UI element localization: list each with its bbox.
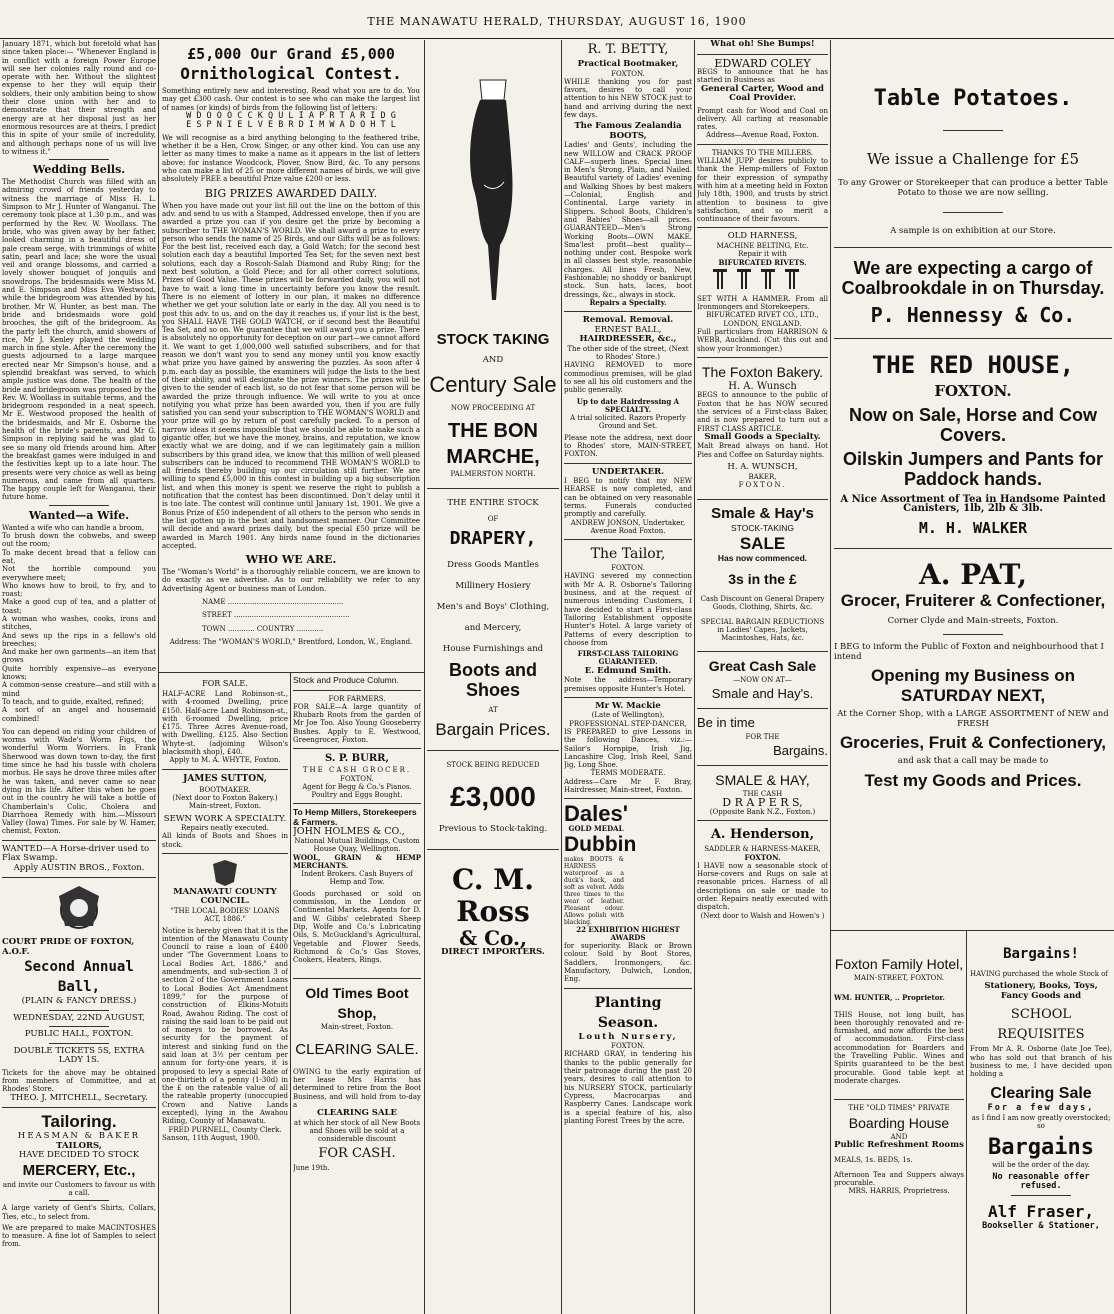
clearing-sale-title: Clearing Sale: [990, 1085, 1092, 1103]
opening-business: Opening my Business on SATURDAY NEXT,: [870, 666, 1076, 705]
previous-stocktaking: Previous to Stock-taking.: [438, 824, 548, 835]
tailoring-decided: HAVE DECIDED TO STOCK: [18, 1150, 140, 1161]
column-4: [427, 40, 559, 1312]
entry-form: NAME .................................................... STREET .................................................... TOWN ............ COUNTRY ............: [202, 598, 350, 633]
clearing-date: June 19th.: [293, 1163, 330, 1172]
smale-hays: Smale and Hay's.: [711, 685, 814, 701]
bargains-title: Bargains!: [1003, 946, 1079, 962]
mackie-trade: PROFESSIONAL STEP-DANCER,: [569, 719, 687, 728]
louth-title: Louth Nursery,: [578, 1031, 678, 1042]
tailoring-title: Tailoring.: [41, 1112, 117, 1132]
ask-call: and ask that a call may be made to: [897, 756, 1049, 766]
bakery-text: BEGS to announce to the public of Foxton that he has NOW secured the services of a First-class Baker, and is now prepared to turn out a FIRST CLASS ARTICLE.: [697, 391, 828, 433]
court-title: COURT PRIDE OF FOXTON, A.O.F.: [2, 937, 135, 957]
stock-reduced: STOCK BEING REDUCED: [446, 761, 540, 770]
bargains-label: Bargains.: [773, 743, 828, 759]
prizes-heading: BIG PRIZES AWARDED DAILY.: [204, 186, 378, 200]
who-text: The "Woman's World" is a thoroughly reliable concern, we are known to do exactly as we advertise. As to our reliability we refer to any Advertising Agent or business man of London.: [162, 568, 420, 593]
boots-shoes: Boots and Shoes: [449, 659, 537, 700]
wedding-article: The Methodist Church was filled with an admiring crowd of friends yesterday to witness the marriage of Miss H. L. Simpson to Mr J. Hunter of Wanganui. The ceremony took place at 1.30 p.m., and was performed by the Rev. W. Woollass. The bride, who was given away by her father, looked charming in a beautiful dress of pale cream serge, with trimmings of white satin, pearl and lace; she wore the usual veil and orange blossoms, and carried a lovely shower bouquet of jonquils and snowdrops. The bridesmaids were Miss M. and E. Simpson and Miss Eva Westwood, while the bridegroom was attended by his brother, Mr W. Hunter, as best man. The bride and bridesmaids wore gold brooches, the gift of the bridegroom. As the party left the church, amid showers of rice, Mr J. Kenley played the wedding march in fine style. After the ceremony the guests adjourned to a large marquee erected near Mr Simpson's house, and a splendid breakfast was served, to which ample justice was done. The health of the bride and bridegroom was proposed by the Rev. W. Woollass in suitable terms, and the bridegroom responded in a neat speech. Mr E. Westwood proposed the health of the bridesmaids, and Mr E. Osborne the health of the bride's parents, and Mr G. Simpson in replying said he was glad to see so many old friends around him. After the breakfast games were indulged in and the festivities kept up to a late hour. The presents were very choice as well as being numerous, and came from all quarters. The happy couple left for Wanganui, their future home.: [2, 178, 156, 502]
repairs-specialty: Repairs a Specialty.: [589, 297, 667, 307]
poem-line: A common-sense creature—and still with a mind: [2, 681, 156, 698]
column-7-lower-left: [834, 934, 964, 1312]
poem-line: To teach, and to guide, exalted, refined;: [2, 697, 144, 706]
dales-dubbin-ad: [564, 803, 692, 925]
school-text: From Mr A. R. Osborne (late Joe Tee), who has sold out that branch of his business to me, I have decided upon holding a: [970, 1045, 1112, 1079]
bargain-prices: Bargain Prices.: [435, 720, 551, 740]
harris-proprietress: MRS. HARRIS, Proprietress.: [848, 1187, 950, 1196]
clearing-text: OWING to the early expiration of her lease Mrs Harris has determined to retire from the Boot Business, and will hold from to-day a: [293, 1067, 421, 1109]
burr-name: S. P. BURR,: [325, 753, 389, 765]
sutton-address: (Next door to Foxton Bakery.) Main-street, Foxton.: [172, 793, 278, 811]
bread-text: Malt Bread always on hand. Hot Pies and Coffee on Saturday nights.: [697, 442, 828, 459]
dales-side-text: makes BOOTS & HARNESS waterproof as a duck's back, and soft as velvet. Adds three times to the wear of leather. Pleasant odour. Allows polish with blacking.: [564, 855, 624, 926]
wunsch-caps: H. A. WUNSCH,: [727, 462, 798, 472]
sutton-name: JAMES SUTTON,: [183, 773, 267, 784]
tailor-name: E. Edmund Smith.: [584, 665, 672, 676]
zealandia-text: Ladies' and Gents', including the new WILLOW and CRACK PROOF CALF—superb lines. Special lines in Men's Strong, Plain, and Nailed. Beautiful variety of Ladies' evening and Walking Shoes by best makers—Colonial, English and Continental. Large variety in Slippers. School Boots, Children's and Babies' Shoes—all prices. GUARANTEED—Men's Strong Working Boots—OWN MAKE. Sma'lest profit—best quality—nothing under cost. Bespoke work in all classes best style, reasonable charges. All lines Fresh, New, Fashionable; no shoddy or bankrupt stock. Sun hats, laces, boot dressings, &c., always in stock.: [564, 141, 692, 299]
clearing-detail: at which her stock of all New Boots and Shoes will be sold at a considerable discount: [293, 1118, 421, 1144]
court-emblem-icon: [49, 882, 109, 938]
ball-name: ERNEST BALL,: [594, 324, 662, 335]
mackie-address: Address—Care Mr F. Bray, Hairdresser, Main-street, Foxton.: [564, 777, 692, 794]
form-name-label: NAME: [202, 598, 226, 607]
gold-medal: GOLD MEDAL: [568, 824, 624, 834]
council-act: "THE LOCAL BODIES' LOANS ACT, 1886.": [170, 906, 280, 924]
poem-line: To make decent bread that a fellow can eat,: [2, 548, 156, 565]
pointing-hand-icon: [458, 70, 528, 320]
refreshment-rooms: Public Refreshment Rooms: [834, 1139, 964, 1150]
council-title: MANAWATU COUNTY COUNCIL.: [173, 886, 277, 907]
harness-sub: MACHINE BELTING, Etc.: [716, 241, 809, 250]
reduction-amount: £3,000: [450, 781, 536, 813]
afternoon-teas: Afternoon Tea and Suppers always procurable.: [834, 1170, 964, 1187]
bon-marche: THE BON MARCHE,: [446, 419, 540, 468]
groceries-fruit: Groceries, Fruit & Confectionery,: [839, 733, 1107, 752]
ross-co: & Co.,: [459, 925, 527, 950]
contest-intro: Something entirely new and interesting. Read what you are to do. You may get £300 cash. Our contest is to see who can make the largest list of names (or kinds) of birds from the following list of letters:: [162, 87, 420, 112]
masthead: THE MANAWATU HERALD, THURSDAY, AUGUST 16, 1900: [0, 0, 1114, 39]
holmes-text: Goods purchased or sold on commission, in the London or Continental Markets. Agents for D. and W. Gibbs' celebrated Sheep Dip, Wolfe and Co.'s Lubricating Oils, S. McGuckland's Agricultural, Vegetable and Flower Seeds, Richmond & Co.'s Gas Stoves, Cookers, Heaters, Rings.: [293, 889, 421, 965]
drapers: D R A P E R S,: [722, 796, 803, 810]
henderson-text: I HAVE now a seasonable stock of Horse-covers and Rugs on sale at reasonable prices. Harness of all descriptions on sale or made to order. Repairs neatly executed with dispatch.: [697, 861, 828, 912]
clearing-title: CLEARING SALE.: [295, 1040, 419, 1058]
coley-text: BEGS to announce that he has started in Business as: [697, 68, 828, 85]
discount-text: Cash Discount on General Drapery Goods, Clothing, Shirts, &c.: [700, 595, 825, 612]
form-country-label: COUNTRY: [256, 624, 295, 633]
horse-wanted: WANTED—A Horse-driver used to Flax Swamp.: [2, 843, 150, 864]
smale-title: Smale & Hay's: [711, 505, 814, 523]
betty-trade: Practical Bootmaker,: [577, 59, 679, 69]
column-rule: [561, 40, 562, 1314]
zealandia-title: The Famous Zealandia BOOTS,: [574, 121, 682, 141]
dales-title: Dales': [564, 803, 628, 827]
rivets-note: Full particulars from HARRISON & WEBB, Auckland. (Cut this out and show your Ironmonger.): [697, 328, 828, 353]
planting-title: Planting Season.: [594, 994, 662, 1031]
now-on: —NOW ON AT—: [733, 675, 792, 684]
hotel-address: MAIN-STREET, FOXTON.: [853, 974, 945, 982]
column-5: [564, 40, 692, 1312]
rivets-icon: [697, 267, 825, 291]
ball-sign: THEO. J. MITCHELL, Secretary.: [10, 1092, 148, 1103]
hotel-proprietor: WM. HUNTER, .. Proprietor.: [834, 993, 945, 1003]
henderson-name: A. Henderson,: [710, 827, 815, 843]
for-the: FOR THE: [745, 732, 780, 741]
contest-title: £5,000 Our Grand £5,000: [187, 45, 395, 63]
mackie-terms: TERMS MODERATE.: [590, 769, 666, 778]
sutton-repairs: Repairs neatly executed.: [181, 824, 269, 833]
betty-text: WHILE thanking you for past favors, desires to call your attention to his NEW STOCK just to hand and arriving during the next few days.: [564, 77, 692, 119]
expecting-cargo: We are expecting a cargo of Coalbrookdale in on Thursday.: [841, 257, 1105, 298]
undertaker-text: I BEG to notify that my NEW HEARSE is now completed, and can be obtained on very reasonable terms. Funerals conducted promptly and carefully.: [564, 477, 692, 519]
column-rule: [830, 40, 831, 1314]
ross-name: C. M. Ross: [451, 862, 535, 928]
coley-address: Address—Avenue Road, Foxton.: [706, 131, 819, 140]
ball-trade: HAIRDRESSER, &c.,: [579, 334, 677, 345]
holmes-address: National Mutual Buildings, Custom House Quay, Wellington.: [294, 836, 420, 854]
having-purchased: HAVING purchased the whole Stock of: [970, 970, 1108, 978]
column-rule: [424, 40, 425, 1314]
now-proceeding: NOW PROCEEDING AT: [450, 403, 536, 412]
sale-label: SALE: [739, 533, 786, 553]
mackie-text: IS PREPARED to give Lessons in the following Dances, viz.:— Sailor's Hornpipe, Irish Jig, Lancashire Clog, Irish Reel, Sand Jig, Long Shoe.: [564, 727, 692, 770]
ball-text: HAVING REMOVED to more commodious premises, will be glad to see all his old customers and the public generally.: [564, 361, 692, 395]
drapery-item: House Furnishings and: [442, 643, 544, 654]
tailor-place: FOXTON.: [611, 564, 645, 573]
rivets-text: SET WITH A HAMMER. From all Ironmongers and Storekeepers.: [697, 294, 828, 312]
poem-line: A sort of an angel and housemaid combined!: [2, 706, 156, 723]
council-sign: FRED PURNELL, County Clerk.: [168, 1125, 282, 1134]
letters-row-1: W D O O O C C K Q U L I A P R T A R I D G: [186, 110, 396, 121]
burr-agent: Agent for Begg & Co.'s Pianos. Poultry and Eggs Bought.: [302, 782, 412, 800]
ball-title: Second Annual Ball,: [24, 959, 134, 996]
louth-place: FOXTON.: [611, 1042, 645, 1051]
forsale-heading: FOR SALE.: [202, 679, 248, 688]
red-house-place: FOXTON.: [934, 381, 1012, 400]
column-7-lower-right: [970, 934, 1112, 1312]
contest-text: We will recognise as a bird anything belonging to the feathered tribe, whether it be a Hen, Crow, Singer, or any other kind. You can use any letter as many times to make a name as it appears in the list of letters above; for instance Woodcock, Plover, Snow Bird, &c. To any persons who can make a list of 25 or more different names of birds, we will give absolutely FREE a beautiful Prize value £200 or less.: [162, 133, 420, 184]
hotel-text: THIS House, not long built, has been thoroughly renovated and re-furnished, and now affords the best of accommodation. First-class accommodation for Boarders and the Travelling Public. Wines and Spirits guaranteed to be the best procurable. Good table kept at moderate charges.: [834, 1010, 964, 1085]
drapery-item: Dress Goods Mantles: [447, 559, 539, 570]
drapery-item: Millinery Hosiery: [455, 580, 531, 591]
test-goods: Test my Goods and Prices.: [864, 770, 1082, 790]
order-of-day: will be the order of the day.: [992, 1160, 1090, 1169]
meals-beds: MEALS, 1s. BEDS, 1s.: [834, 1156, 913, 1165]
boarding-old-times: THE "OLD TIMES" PRIVATE: [848, 1104, 950, 1113]
remedy-notice: You can depend on riding your children of worms with Wade's Worm Figs, the wonderful Worm Worriers. In Frank Sherwood was down town to-day, the first time since he had his tussle with cholera morbus. He says he drove three miles after he was taken, and never came so near dying in his life. After this when he goes out in the country he will take a bottle of Chamberlain's Colic, Cholera and Diarrhoea Remedy with him.—Missouri Valley (Iowa) Times. For sale by W. Hamer, chemist, Foxton.: [2, 727, 156, 836]
walker-name: M. H. WALKER: [918, 518, 1028, 537]
wedding-heading: Wedding Bells.: [32, 163, 126, 177]
bakery-title: The Foxton Bakery.: [701, 363, 824, 380]
poem-line: And make her own garments—an item that grows: [2, 648, 156, 665]
form-street-label: STREET: [202, 611, 232, 620]
tailor-title: The Tailor,: [590, 546, 666, 563]
challenge: We issue a Challenge for £5: [866, 150, 1080, 168]
betty-place: FOXTON.: [611, 69, 645, 78]
harness-repair: Repair it with: [738, 250, 787, 259]
column-rule: [694, 40, 695, 1314]
grocer-trade: Grocer, Fruiterer & Confectioner,: [840, 590, 1106, 610]
baker-place: FOXTON.: [738, 480, 787, 489]
ball-trial: A trial solicited. Razors Properly Ground and Set.: [570, 414, 686, 431]
removal: Removal. Removal.: [582, 315, 674, 326]
tailoring-mac: We are prepared to make MACINTOSHES to measure. A fine lot of Samples to select from.: [2, 1223, 156, 1249]
council-date: Sanson, 11th August, 1900.: [162, 1133, 261, 1142]
challenge-text: To any Grower or Storekeeper that can produce a better Table Potato to those we are now selling.: [838, 178, 1108, 198]
the-cash: THE CASH: [742, 790, 783, 799]
betty-name: R. T. BETTY,: [587, 42, 669, 57]
article-intro: January 1871, which but foretold what has since taken place:— "Whenever England is in conflict with a foreign Power Europe will see her colonies rally round and co-operate with her. Without the slightest expense to her they will equip their soldiers, their only ambition being to show their close union with her and to demonstrate that their strength and energy are at her disposal just as her enormous resources are at theirs. I predict this in spite of your smile of incredulity, and although perhaps none of us will live to witness it.": [2, 40, 156, 156]
tea-assortment: A Nice Assortment of Tea in Handsome Painted Canisters, 1lb, 2lb & 3lb.: [840, 493, 1106, 514]
column-3: [293, 676, 421, 1312]
of-label: OF: [487, 514, 499, 523]
column-rule: [158, 40, 159, 1314]
ball-tickets: DOUBLE TICKETS 5S, EXTRA LADY 1S.: [13, 1045, 145, 1066]
dales-text: for superiority. Black or Brown colour. Sold by Boot Stores, Saddlers, Ironmongers, &c. Manufactory, Dulwich, London, Eng.: [564, 942, 692, 984]
poem-line: A woman who washes, cooks, irons and stitches,: [2, 615, 156, 632]
sample-text: A sample is on exhibition at our Store.: [890, 226, 1056, 236]
undertaker-sign: ANDREW JONSON, Undertaker, Avenue Road Foxton.: [570, 518, 686, 535]
sutton-kinds: All kinds of Boots and Shoes in stock.: [162, 832, 288, 849]
potatoes-title: Table Potatoes.: [873, 86, 1073, 111]
column-6: [697, 40, 828, 1312]
oldtimes-title: Old Times Boot Shop,: [305, 985, 409, 1022]
overstocked: as I find I am now greatly overstocked; so: [971, 1113, 1111, 1131]
school-requisites: SCHOOL REQUISITES: [997, 1007, 1085, 1043]
clearing-sale: CLEARING SALE: [316, 1108, 398, 1119]
oilskin: Oilskin Jumpers and Pants for Paddock hands.: [842, 448, 1104, 489]
tailor-text: HAVING severed my connection with Mr A. R. Osborne's Tailoring business, and at the request of numerous intending Customers, I have decided to start a First-class Tailoring Establishment opposite Hunter's Hotel. A large variety of Patterns of every description to choose from: [564, 572, 692, 647]
direct-importers: DIRECT IMPORTERS.: [441, 946, 545, 957]
be-in-time: Be in time: [697, 714, 755, 730]
holmes-indent: Indent Brokers. Cash Buyers of Hemp and Tow.: [301, 870, 413, 887]
contest-address: Address: The "WOMAN'S WORLD," Brentford, London, W., England.: [169, 637, 413, 646]
boarding-and: AND: [890, 1132, 908, 1141]
boarding-house: Boarding House: [848, 1114, 950, 1131]
small-goods: Small Goods a Specialty.: [704, 431, 821, 442]
stationery: Stationery, Books, Toys, Fancy Goods and: [984, 981, 1098, 1001]
farmers-heading: FOR FARMERS.: [328, 694, 386, 703]
now-on-sale: Now on Sale, Horse and Cow Covers.: [848, 404, 1098, 445]
millers-heading: To Hemp Millers, Storekeepers & Farmers.: [293, 807, 417, 827]
thanks-title: THANKS TO THE MILLERS.: [711, 148, 814, 157]
column-1: [2, 40, 156, 1312]
coley-name: EDWARD COLEY: [714, 56, 811, 70]
ball-uptodate: Up to date Hairdressing A SPECIALTY.: [576, 396, 680, 414]
contest-subtitle: Ornithological Contest.: [180, 64, 402, 83]
red-house: THE RED HOUSE,: [871, 350, 1075, 379]
poem-line: To brush down the cobwebs, and sweep out the room;: [2, 532, 156, 549]
holmes-wool: WOOL, GRAIN & HEMP MERCHANTS.: [293, 852, 421, 870]
coat-of-arms-icon: [207, 858, 243, 888]
bookseller: Bookseller & Stationer,: [982, 1220, 1100, 1231]
rivets-title: BIFURCATED RIVETS.: [718, 257, 807, 267]
column-2-lower-left: [162, 676, 288, 1312]
smale-hay: SMALE & HAY,: [715, 772, 810, 789]
sutton-sewn: SEWN WORK A SPECIALTY.: [163, 813, 287, 824]
saddler-trade: SADDLER & HARNESS-MAKER,: [704, 845, 821, 854]
stocktaking: STOCK TAKING: [436, 331, 550, 348]
poem-line: Quite horribly expensive—as everyone knows;: [2, 664, 156, 682]
wife-poem: [2, 524, 156, 723]
corner-address: Corner Clyde and Main-streets, Foxton.: [887, 615, 1059, 626]
bumps-title: What oh! She Bumps!: [710, 40, 815, 49]
thanks-text: WILLIAM JUPP desires publicly to thank the Hemp-millers of Foxton for their expression of sympathy with him at a meeting held in Foxton July 18th, 1900, and trusts by strict attention to business to give satisfaction, and so merit a continuance of their favours.: [697, 157, 828, 224]
ball-address: The other side of the street, (Next to Rhodes' Store.): [567, 344, 689, 362]
dales-awards: 22 EXHIBITION HIGHEST AWARDS: [576, 924, 680, 942]
no-reasonable: No reasonable offer refused.: [992, 1171, 1090, 1192]
commenced: Has now commenced.: [717, 552, 808, 563]
three-shillings: 3s in the £: [728, 571, 797, 588]
ball-date: WEDNESDAY, 22ND AUGUST,: [13, 1012, 145, 1023]
mackie-name: Mr W. Mackie: [595, 700, 661, 711]
prizes-text: When you have made out your list fill out the line on the bottom of this adv. and send to us with a Stamped, Addressed envelope, then if you are awarded a prize you can if you desire get the prize by becoming a subscriber to THE WOMAN'S WORLD. We shall award a prize to every person who sends the name of 25 Birds, and our Gifts will be as follows: For the best list, received each day, a Gold Watch; for the second best solution each day a beautiful Imported Tea Set; for the seven next best solutions, each day a Roscoh-Salah Diamond and Ruby Ring; for the next best solution, a Gold Piece; and for all other correct solutions, Prizes of Good Value. These prizes will be forwarded daily, you will not have to wait a long time in uncertainty before you know the result. There is no element of lottery in our plan, it makes no difference whether we get your solution late or early in the day. All you need is to post this adv. to us, and on the day it reaches us, if your list is the best, you SHALL HAVE THE GOLD WATCH, or if second best the Beautiful Tea Set, and so on. We guarantee that we will award you a prize. There is absolutely no opportunity for deception on our part—we cannot afford it. We want to get 1,000,000 well satisfied subscribers, and for that reason we don't want you to send any money until you know exactly what prize you have gained by answering the puzzles. As soon after 4 p.m. each day as possible, the examiners will judge the lists to the best of their ability, and will designate the prize winners. The prizes will be given to the sender of each list, so do not fear that some person will be awarded the prize through influence. We will write to you at once notifying you what prize has been awarded you, then if you are fully satisfied you can send your subscription to THE WOMAN'S WORLD and your prize will go by return of post carefully packed. To a person of narrow ideas it seems impossible that we should be able to make such a gigantic offer, but we have the money, brains, and reputation, we know exactly what we are doing, and if we can legitimately gain a million subscribers by this grand idea, we know that this million of well pleased subscribers can be induced to recommend THE WOMAN'S WORLD to all friends thereby building up our circulation still further. We are willing to spend £5,000 in this contest in building up a big subscription list, and when this money is spent we reserve the right to publish a notification that the contest has been discontinued. Don't delay until it is too late. The contest will continue until January 1st, 1901. We give a Bonus Prize of £50 independent of all others to the person who sends in the list gotten up in the best and handsomest manner. Our Committee will decide and award prizes daily, but the special £50 prize will be awarded in March 1901. Any birds name found in the dictionaries accepted.: [162, 201, 420, 550]
poem-line: Make a good cup of tea, and a platter of toast;: [2, 598, 156, 615]
dubbin-title: Dubbin: [564, 832, 637, 856]
century-sale: Century Sale: [429, 371, 557, 397]
stocktaking-label: STOCK-TAKING: [731, 523, 794, 534]
bargains-big: Bargains: [988, 1134, 1094, 1160]
tailoring-firm: HEASMAN & BAKER: [17, 1131, 141, 1142]
coley-prompt: Prompt cash for Wood and Coal on delivery. All carting at reasonable rates.: [697, 106, 828, 132]
forsale-text: HALF-ACRE Land Robinson-st., with 4-roomed Dwelling, price £150. Half-acre Land Robinson-st., with 6-roomed Dwelling, price £175. Three Acres Avenue-road, with Dwelling, £125. Also Section Whyte-st. (adjoining Wilson's blacksmith shop), £40.: [162, 690, 288, 757]
ball-note: Please note the address, next door to Rhodes' store, MAIN-STREET, FOXTON.: [564, 433, 692, 459]
baker-label: BAKER,: [748, 472, 777, 481]
tailoring-invite: and invite our Customers to favour us with a call.: [2, 1180, 156, 1197]
tailoring-sub: TAILORS,: [56, 1140, 102, 1151]
poem-line: Who knows how to broil, to fry, and to roast;: [2, 581, 156, 599]
tailor-first: FIRST-CLASS TAILORING GUARANTEED.: [577, 649, 679, 667]
wife-heading: Wanted—a Wife.: [28, 508, 130, 522]
tailor-note: Note the address—Temporary premises opposite Hunter's Hotel.: [564, 676, 692, 693]
horse-apply: Apply AUSTIN BROS., Foxton.: [13, 862, 145, 873]
mackie-late: (Late of Wellington),: [591, 711, 665, 720]
farmers-text: FOR SALE—A large quantity of Rhubarb Roots from the garden of Mr Joe Too. Also Young Gooseberry Bushes. Apply to E. Westwood, Greengrocer, Foxton.: [293, 702, 421, 744]
ball-note: Tickets for the above may be obtained from members of Committee, and at Rhodes' Store.: [2, 1068, 156, 1094]
few-days: For a few days,: [987, 1103, 1095, 1114]
produce-heading: Stock and Produce Column.: [293, 676, 399, 685]
burr-trade: THE CASH GROCER.: [302, 766, 412, 775]
poem-line: And sews up the rips in a fellow's old breeches;: [2, 631, 156, 648]
corner-shop: At the Corner Shop, with a LARGE ASSORTMENT of NEW and FRESH: [837, 709, 1109, 729]
sutton-trade: BOOTMAKER.: [199, 785, 251, 794]
henderson-place: FOXTON.: [744, 852, 781, 862]
entire-stock: THE ENTIRE STOCK: [447, 498, 539, 509]
clearing-cash: FOR CASH.: [318, 1145, 396, 1161]
drapery-item: Men's and Boys' Clothing,: [436, 601, 550, 612]
holmes-name: JOHN HOLMES & CO.,: [293, 826, 405, 838]
and-label: AND: [482, 355, 504, 365]
tailoring-mercery: MERCERY, Etc.,: [22, 1161, 136, 1179]
special-bargain: SPECIAL BARGAIN REDUCTIONS in Ladies' Capes, Jackets, Macintoshes, Hats, &c.: [700, 617, 825, 643]
hotel-title: Foxton Family Hotel,: [834, 956, 964, 972]
hennessy-name: P. Hennessy & Co.: [870, 302, 1076, 327]
ball-sub: (PLAIN & FANCY DRESS.): [21, 996, 137, 1007]
column-2-top: [162, 40, 420, 696]
coley-trade: General Carter, Wood and Coal Provider.: [700, 83, 825, 104]
rivets-company: BIFURCATED RIVET CO., LTD., LONDON, ENGLAND.: [706, 311, 819, 328]
form-town-label: TOWN: [202, 624, 226, 633]
council-text: Notice is hereby given that it is the intention of the Manawatu County Council to raise a loan of £400 under "The Government Loans to Local Bodies Act, 1886," and amendments, and sub-section 3 of section 2 of the Government Loans to Local Bodies Act Amendment 1899," for the purpose of construction of Elkins-Motuiti Road, Awahou Riding. The cost of raising the said loan to be paid out of moneys to be borrowed. As security for the payment of interest and sinking fund on the said loan at 3½ per centum per annum for forty-one years, it is proposed to levy a special Rate of one-thirtieth of a penny (1-30d) in the £ on the rateable value of all the rateable property (unoccupied Crown and Native Lands excepted), lying in the Awahou Riding, County of Manawatu.: [162, 926, 288, 1126]
drapery-items: [427, 555, 559, 660]
poem-line: Not the horrible compound you everywhere meet;: [2, 565, 156, 582]
henderson-address: (Next door to Walsh and Howen's ): [700, 911, 825, 920]
great-cash-sale: Great Cash Sale: [708, 657, 817, 674]
opposite-bank: (Opposite Bank N.Z., Foxton.): [709, 807, 816, 816]
drapery: DRAPERY,: [449, 527, 537, 549]
tailoring-stock: A large variety of Gent's Shirts, Collars, Ties, etc., to select from.: [2, 1204, 156, 1221]
undertaker-title: UNDERTAKER.: [591, 466, 665, 477]
drapery-item: and Mercery,: [464, 622, 522, 633]
beg-inform: I BEG to inform the Public of Foxton and neighbourhood that I intend: [834, 642, 1104, 662]
at-label: AT: [488, 705, 498, 714]
ball-place: PUBLIC HALL, FOXTON.: [24, 1029, 134, 1040]
fraser-name: Alf Fraser,: [988, 1201, 1094, 1221]
who-heading: WHO WE ARE.: [245, 553, 337, 567]
pat-name: A. PAT,: [919, 557, 1027, 591]
louth-text: RICHARD GRAY, in tendering his thanks to the public generally for their patronage during the past 20 years, desires to call attention to his NURSERY STOCK, particularly Cypress, Macrocarpas and Raspberry Canes. Landscape work is a special feature of his, also planting Forest Trees by the acre.: [564, 1050, 692, 1125]
wunsch-name: H. A. Wunsch: [728, 380, 797, 392]
burr-place: FOXTON.: [340, 774, 374, 783]
forsale-apply: Apply to M. A. WHYTE, Foxton.: [169, 756, 281, 765]
palmerston: PALMERSTON NORTH.: [450, 469, 536, 478]
letters-row-2: E S P N I E L V E B R D I M W A D O H T L: [186, 120, 396, 131]
oldtimes-address: Main-street, Foxton.: [320, 1023, 394, 1032]
harness-title: OLD HARNESS,: [727, 231, 798, 242]
poem-line: Wanted a wife who can handle a broom,: [2, 523, 145, 532]
